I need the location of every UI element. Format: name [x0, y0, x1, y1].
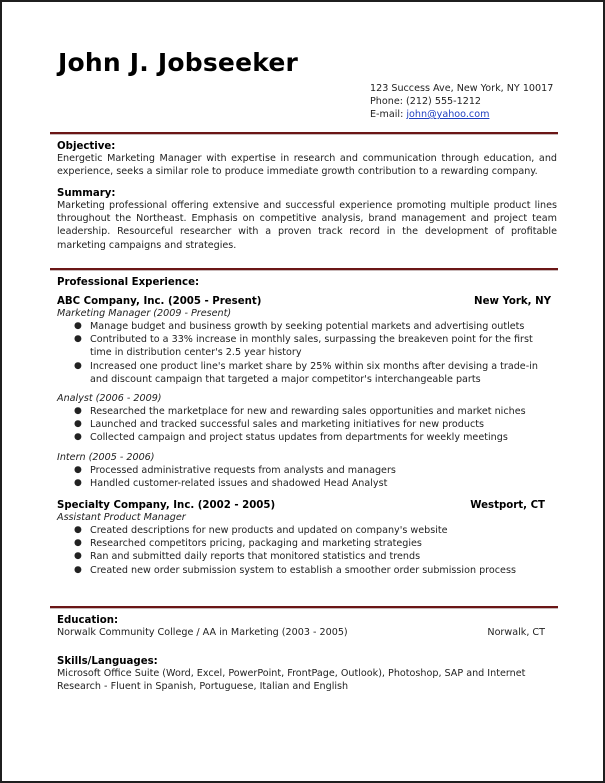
skills-section [57, 656, 557, 693]
objective-heading: Objective: [57, 141, 116, 152]
section-divider [50, 268, 558, 271]
contact-block [370, 82, 553, 121]
bullet-icon: ● [74, 334, 82, 345]
list-item: ● Manage budget and business growth by seeking potential markets and advertising outlets [74, 321, 525, 332]
list-item: ● Researched the marketplace for new and rewarding sales opportunities and market niches [74, 406, 526, 418]
list-item: ● Launched and tracked successful sales and marketing initiatives for new products [74, 419, 485, 431]
company-name: Specialty Company, Inc. (2002 - 2005) [57, 500, 276, 512]
bullet-icon: ● [74, 538, 82, 549]
objective-section [57, 141, 557, 178]
job-title: Analyst (2006 - 2009) [57, 393, 162, 405]
list-item: ● Increased one product line's market share by 25% within six months after devising a trade-in and discount campaign that targeted a major competitor's interchangeable parts [74, 360, 538, 385]
company-row [57, 296, 557, 307]
bullet-icon: ● [74, 406, 82, 417]
bullet-icon: ● [74, 360, 82, 371]
summary-text: Marketing professional offering extensive and successful experience promoting multiple product lines throughout the Northeast. Emphasis on competitive analysis, brand management and project team leadership. Resourceful researcher with a proven track record in the development of profitable marketing campaigns and strategies. [57, 200, 557, 251]
list-item: ● Created descriptions for new products and updated on company's website [74, 525, 448, 537]
objective-text: Energetic Marketing Manager with expertise in research and communication through education, and experience, seeks a similar role to produce immediate growth contribution to a rewarding company. [57, 153, 557, 178]
bullet-list [57, 464, 557, 490]
company-name: ABC Company, Inc. (2005 - Present) [57, 296, 262, 307]
bullet-icon: ● [74, 525, 82, 536]
school-location: Norwalk, CT [487, 627, 545, 638]
list-item: ● Processed administrative requests from analysts and managers [74, 464, 396, 476]
address: 123 Success Ave, New York, NY 10017 [370, 83, 554, 94]
education-heading: Education: [57, 615, 119, 626]
list-item: ● Handled customer-related issues and shadowed Head Analyst [74, 477, 388, 489]
school: Norwalk Community College / AA in Marketing (2003 - 2005) [57, 627, 348, 638]
experience-section [57, 277, 557, 577]
bullet-list [57, 405, 557, 445]
list-item: ● Created new order submission system to establish a smoother order submission process [74, 564, 516, 576]
bullet-icon: ● [74, 321, 82, 331]
job-title: Intern (2005 - 2006) [57, 451, 155, 463]
bullet-icon: ● [74, 564, 82, 575]
company-row [57, 500, 557, 511]
skills-heading: Skills/Languages: [57, 656, 158, 667]
education-section [57, 615, 557, 639]
experience-heading: Professional Experience: [57, 277, 200, 288]
section-divider [50, 132, 558, 135]
candidate-name: John J. Jobseeker [58, 48, 299, 77]
summary-section [57, 188, 557, 252]
bullet-icon: ● [74, 419, 82, 430]
education-row [57, 626, 557, 639]
list-item: ● Ran and submitted daily reports that monitored statistics and trends [74, 551, 421, 563]
list-item: ● Researched competitors pricing, packaging and marketing strategies [74, 538, 422, 550]
company-location: New York, NY [474, 296, 551, 307]
bullet-icon: ● [74, 551, 82, 562]
summary-heading: Summary: [57, 188, 116, 199]
list-item: ● Contributed to a 33% increase in monthly sales, surpassing the breakeven point for the first time in distribution center's 2.5 year history [74, 334, 533, 359]
email-line [370, 108, 553, 121]
skills-text: Microsoft Office Suite (Word, Excel, PowerPoint, FrontPage, Outlook), Photoshop, SAP and Internet Research - Fluent in Spanish, Portuguese, Italian and English [57, 668, 526, 693]
section-divider [50, 606, 558, 609]
company-location: Westport, CT [470, 500, 545, 512]
job-title: Assistant Product Manager [57, 512, 186, 524]
email-link[interactable]: john@yahoo.com [406, 109, 490, 120]
email-label: E-mail: [370, 109, 407, 120]
phone: Phone: (212) 555-1212 [370, 96, 482, 107]
list-item: ● Collected campaign and project status updates from departments for weekly meetings [74, 432, 508, 444]
job-title: Marketing Manager (2009 - Present) [57, 308, 232, 319]
bullet-icon: ● [74, 432, 82, 443]
bullet-icon: ● [74, 477, 82, 488]
bullet-list [57, 524, 557, 577]
bullet-icon: ● [74, 464, 82, 475]
bullet-list [57, 320, 557, 386]
